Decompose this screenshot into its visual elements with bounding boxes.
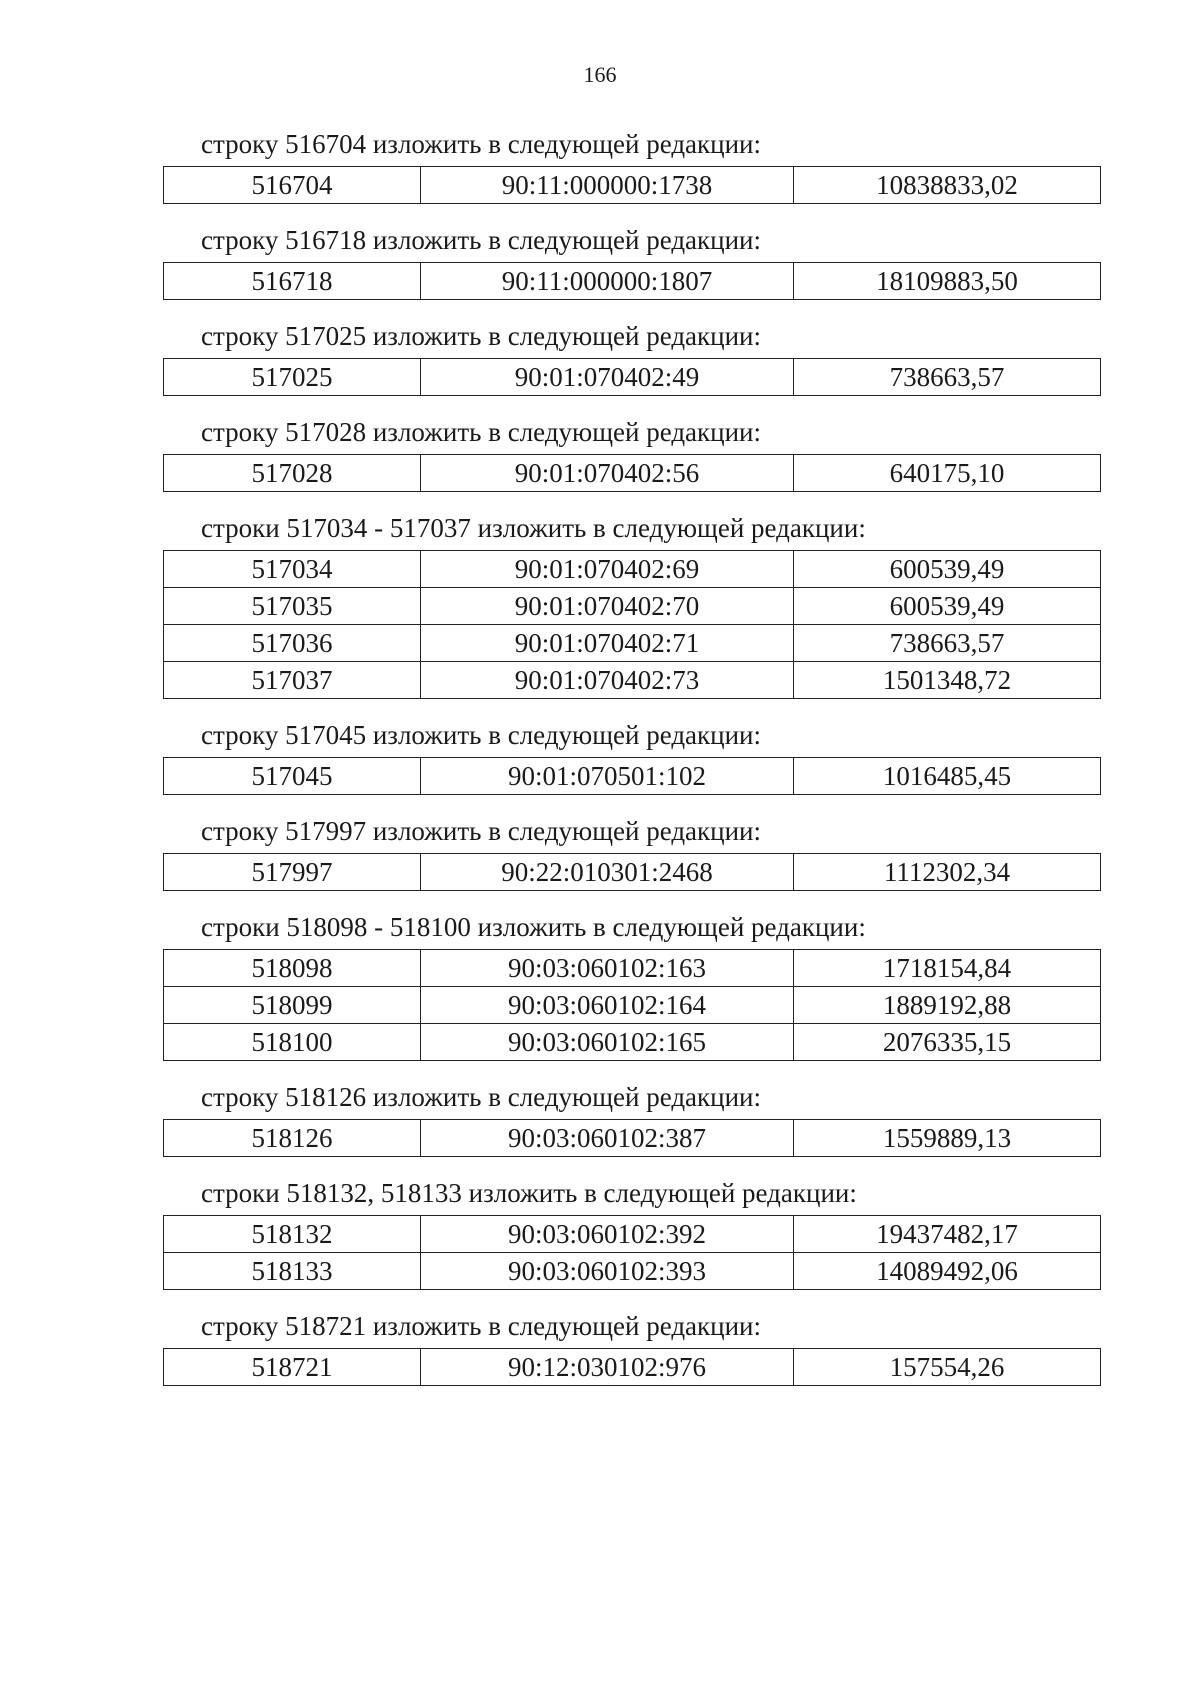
value-cell: 2076335,15 (794, 1024, 1101, 1061)
table-row (164, 263, 1101, 300)
table-row (164, 588, 1101, 625)
amendment-table (163, 1119, 1101, 1157)
amendment-table (163, 757, 1101, 795)
amendment-instruction: строку 517025 изложить в следующей редакции: (201, 321, 762, 351)
amendment-section (163, 122, 1099, 204)
amendment-section (163, 218, 1099, 300)
value-cell: 738663,57 (794, 625, 1101, 662)
row-number-cell: 518098 (164, 950, 421, 987)
amendment-section (163, 314, 1099, 396)
table-row (164, 987, 1101, 1024)
table-row (164, 455, 1101, 492)
row-number-cell: 516704 (164, 167, 421, 204)
row-number-cell: 517034 (164, 551, 421, 588)
document-body (163, 122, 1099, 1400)
cadastral-number-cell: 90:01:070402:73 (421, 662, 794, 699)
amendment-section (163, 1075, 1099, 1157)
page-number: 166 (583, 62, 617, 87)
amendment-table (163, 262, 1101, 300)
value-cell: 1559889,13 (794, 1120, 1101, 1157)
cadastral-number-cell: 90:03:060102:387 (421, 1120, 794, 1157)
value-cell: 1016485,45 (794, 758, 1101, 795)
amendment-table (163, 949, 1101, 1061)
amendment-instruction: строки 517034 - 517037 изложить в следующей редакции: (201, 513, 866, 543)
amendment-table (163, 1215, 1101, 1290)
cadastral-number-cell: 90:03:060102:393 (421, 1253, 794, 1290)
value-cell: 10838833,02 (794, 167, 1101, 204)
value-cell: 600539,49 (794, 588, 1101, 625)
value-cell: 1501348,72 (794, 662, 1101, 699)
amendment-table (163, 550, 1101, 699)
amendment-instruction: строку 517028 изложить в следующей редакции: (201, 417, 762, 447)
row-number-cell: 518099 (164, 987, 421, 1024)
value-cell: 1718154,84 (794, 950, 1101, 987)
value-cell: 19437482,17 (794, 1216, 1101, 1253)
cadastral-number-cell: 90:11:000000:1738 (421, 167, 794, 204)
row-number-cell: 516718 (164, 263, 421, 300)
cadastral-number-cell: 90:01:070402:49 (421, 359, 794, 396)
row-number-cell: 518126 (164, 1120, 421, 1157)
value-cell: 1889192,88 (794, 987, 1101, 1024)
table-row (164, 1216, 1101, 1253)
cadastral-number-cell: 90:01:070402:71 (421, 625, 794, 662)
cadastral-number-cell: 90:01:070501:102 (421, 758, 794, 795)
table-row (164, 1024, 1101, 1061)
row-number-cell: 517036 (164, 625, 421, 662)
row-number-cell: 517035 (164, 588, 421, 625)
cadastral-number-cell: 90:12:030102:976 (421, 1349, 794, 1386)
row-number-cell: 517025 (164, 359, 421, 396)
table-row (164, 1349, 1101, 1386)
table-row (164, 167, 1101, 204)
table-row (164, 1253, 1101, 1290)
value-cell: 18109883,50 (794, 263, 1101, 300)
amendment-table (163, 853, 1101, 891)
value-cell: 600539,49 (794, 551, 1101, 588)
row-number-cell: 517997 (164, 854, 421, 891)
table-row (164, 662, 1101, 699)
table-row (164, 950, 1101, 987)
row-number-cell: 517037 (164, 662, 421, 699)
cadastral-number-cell: 90:11:000000:1807 (421, 263, 794, 300)
amendment-table (163, 454, 1101, 492)
table-row (164, 758, 1101, 795)
value-cell: 157554,26 (794, 1349, 1101, 1386)
row-number-cell: 518100 (164, 1024, 421, 1061)
amendment-section (163, 713, 1099, 795)
cadastral-number-cell: 90:01:070402:56 (421, 455, 794, 492)
table-row (164, 625, 1101, 662)
amendment-section (163, 506, 1099, 699)
amendment-instruction: строку 517997 изложить в следующей редакции: (201, 816, 762, 846)
row-number-cell: 517028 (164, 455, 421, 492)
row-number-cell: 518721 (164, 1349, 421, 1386)
amendment-section (163, 1304, 1099, 1386)
cadastral-number-cell: 90:22:010301:2468 (421, 854, 794, 891)
amendment-table (163, 166, 1101, 204)
table-row (164, 551, 1101, 588)
amendment-instruction: строку 518126 изложить в следующей редакции: (201, 1082, 762, 1112)
amendment-section (163, 1171, 1099, 1290)
value-cell: 738663,57 (794, 359, 1101, 396)
amendment-instruction: строки 518098 - 518100 изложить в следующей редакции: (201, 912, 866, 942)
cadastral-number-cell: 90:01:070402:70 (421, 588, 794, 625)
amendment-table (163, 358, 1101, 396)
table-row (164, 1120, 1101, 1157)
amendment-instruction: строку 518721 изложить в следующей редакции: (201, 1311, 762, 1341)
value-cell: 640175,10 (794, 455, 1101, 492)
row-number-cell: 518133 (164, 1253, 421, 1290)
table-row (164, 854, 1101, 891)
amendment-instruction: строку 516718 изложить в следующей редакции: (201, 225, 762, 255)
amendment-section (163, 905, 1099, 1061)
row-number-cell: 518132 (164, 1216, 421, 1253)
amendment-instruction: строки 518132, 518133 изложить в следующей редакции: (201, 1178, 857, 1208)
amendment-section (163, 809, 1099, 891)
table-row (164, 359, 1101, 396)
value-cell: 1112302,34 (794, 854, 1101, 891)
cadastral-number-cell: 90:03:060102:165 (421, 1024, 794, 1061)
amendment-table (163, 1348, 1101, 1386)
row-number-cell: 517045 (164, 758, 421, 795)
cadastral-number-cell: 90:01:070402:69 (421, 551, 794, 588)
amendment-instruction: строку 517045 изложить в следующей редакции: (201, 720, 762, 750)
cadastral-number-cell: 90:03:060102:164 (421, 987, 794, 1024)
amendment-instruction: строку 516704 изложить в следующей редакции: (201, 129, 762, 159)
cadastral-number-cell: 90:03:060102:392 (421, 1216, 794, 1253)
cadastral-number-cell: 90:03:060102:163 (421, 950, 794, 987)
value-cell: 14089492,06 (794, 1253, 1101, 1290)
amendment-section (163, 410, 1099, 492)
